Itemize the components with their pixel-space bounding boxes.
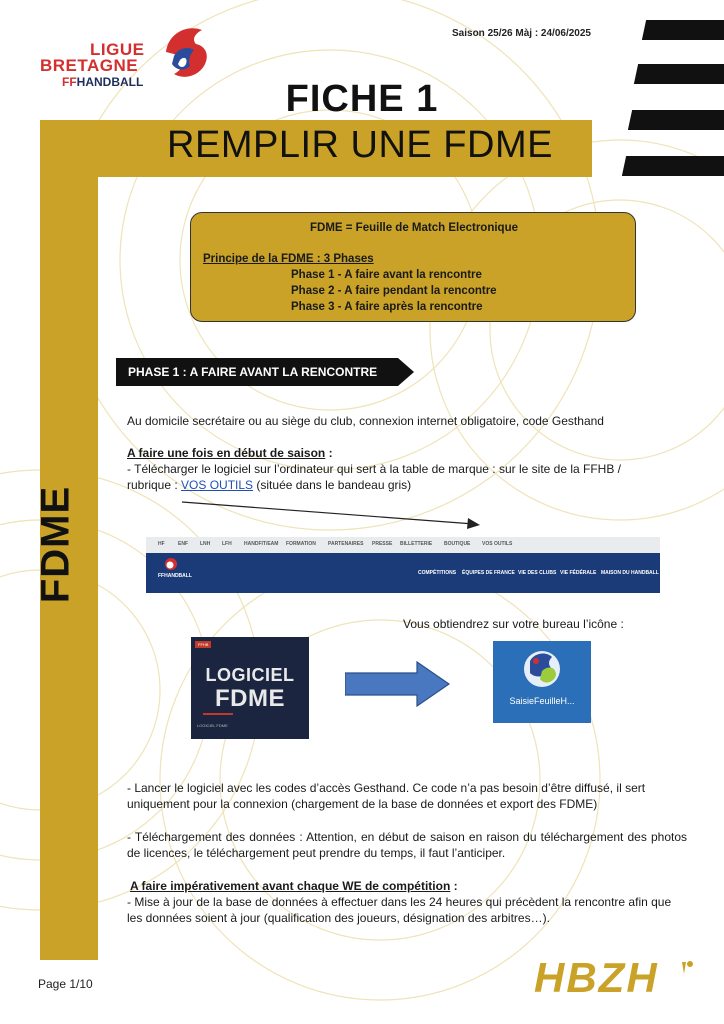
site-brand: FFHANDBALL xyxy=(158,573,192,579)
pointer-arrow-icon xyxy=(180,498,490,534)
fdme-info-box xyxy=(190,212,636,322)
hbzh-logo xyxy=(532,950,702,1000)
top-nav-item: PRESSE xyxy=(372,541,393,547)
hbzh-logo-graphic xyxy=(532,950,702,1000)
top-nav-item: PARTENAIRES xyxy=(328,541,364,547)
top-nav-item: VOS OUTILS xyxy=(482,541,513,547)
intro-text: Au domicile secrétaire ou au siège du club, connexion internet obligatoire, code Gesthand xyxy=(127,414,604,428)
box-caption: LOGICIEL FDME xyxy=(197,723,228,728)
season-date: Saison 25/26 Màj : 24/06/2025 xyxy=(452,28,591,39)
phase-line: Phase 1 - A faire avant la rencontre xyxy=(291,269,482,281)
logo-line-bretagne: BRETAGNE xyxy=(40,56,139,75)
site-top-nav xyxy=(146,537,660,553)
desktop-icon-label: SaisieFeuilleH... xyxy=(509,696,575,706)
top-nav-item: BOUTIQUE xyxy=(444,541,471,547)
fdme-principle: Principe de la FDME : 3 Phases xyxy=(203,253,374,265)
main-nav-item: VIE DES CLUBS xyxy=(518,570,557,576)
download-instruction: - Télécharger le logiciel sur l’ordinateur qui sert à la table de marque : sur le site de la FFHB / rubrique : VOS OUTILS (située dans le bandeau gris) xyxy=(127,462,622,492)
phase-line: Phase 3 - A faire après la rencontre xyxy=(291,301,483,313)
side-label xyxy=(26,470,86,610)
main-nav-item: ÉQUIPES DE FRANCE xyxy=(462,570,515,576)
top-nav-item: BILLETTERIE xyxy=(400,541,433,547)
top-nav-item: LNH xyxy=(200,541,211,547)
top-nav-item: ENF xyxy=(178,541,188,547)
fiche-title: FICHE 1 xyxy=(285,78,439,120)
phase1-banner-text: PHASE 1 : A FAIRE AVANT LA RENCONTRE xyxy=(128,365,378,379)
right-arrow-icon xyxy=(345,661,451,707)
desktop-shortcut-icon[interactable] xyxy=(493,641,591,723)
main-nav-item: VIE FÉDÉRALE xyxy=(560,570,597,576)
ffhb-rooster-icon xyxy=(164,557,178,571)
top-nav-item: LFH xyxy=(222,541,232,547)
weekly-text: - Mise à jour de la base de données à effectuer dans les 24 heures qui précèdent la rencontre afin que les données soient à jour (qualification des joueurs, désignation des arbitres…). xyxy=(127,895,672,925)
phase-line: Phase 2 - A faire pendant la rencontre xyxy=(291,285,497,297)
box-word-logiciel: LOGICIEL xyxy=(205,665,295,685)
page-number: Page 1/10 xyxy=(38,977,93,991)
logiciel-fdme-image xyxy=(191,637,309,739)
site-main-nav xyxy=(146,553,660,593)
box-word-fdme: FDME xyxy=(215,685,285,712)
logo-line-ligue: LIGUE xyxy=(90,40,145,59)
top-nav-item: HANDFIT/EAM xyxy=(244,541,279,547)
top-nav-item: FORMATION xyxy=(286,541,316,547)
saisie-feuille-app-icon xyxy=(522,647,562,691)
logo-line-ffhandball: FFHANDBALL xyxy=(62,75,144,89)
top-nav-item: HF xyxy=(158,541,165,547)
once-heading: A faire une fois en début de saison : xyxy=(127,446,333,460)
download-data-text: - Téléchargement des données : Attention, en début de saison en raison du téléchargement des photos de licences, le téléchargement peut prendre du temps, il faut l’anticiper. xyxy=(127,830,687,860)
main-nav-item: MAISON DU HANDBALL xyxy=(601,570,659,576)
side-label-text: FDME xyxy=(33,485,78,604)
weekly-heading: A faire impérativement avant chaque WE de compétition : xyxy=(130,879,458,893)
icon-note: Vous obtiendrez sur votre bureau l’icône : xyxy=(403,617,624,631)
phase1-banner xyxy=(116,358,416,386)
vos-outils-link[interactable]: VOS OUTILS xyxy=(181,478,254,492)
rooster-icon xyxy=(156,22,212,84)
ffhb-site-banner xyxy=(146,537,660,593)
launch-text: - Lancer le logiciel avec les codes d’accès Gesthand. Ce code n’a pas besoin d’être diffusé, il sert uniquement pour la connexion (chargement de la base de données et export des FDME) xyxy=(127,781,646,811)
hbzh-logo-text: HBZH xyxy=(534,954,659,1000)
fdme-definition: FDME = Feuille de Match Electronique xyxy=(310,222,518,234)
box-tag: FFHB xyxy=(195,641,211,648)
box-accent-bar xyxy=(203,713,233,715)
main-nav-item: COMPÉTITIONS xyxy=(418,570,457,576)
page-title: REMPLIR UNE FDME xyxy=(167,124,553,166)
